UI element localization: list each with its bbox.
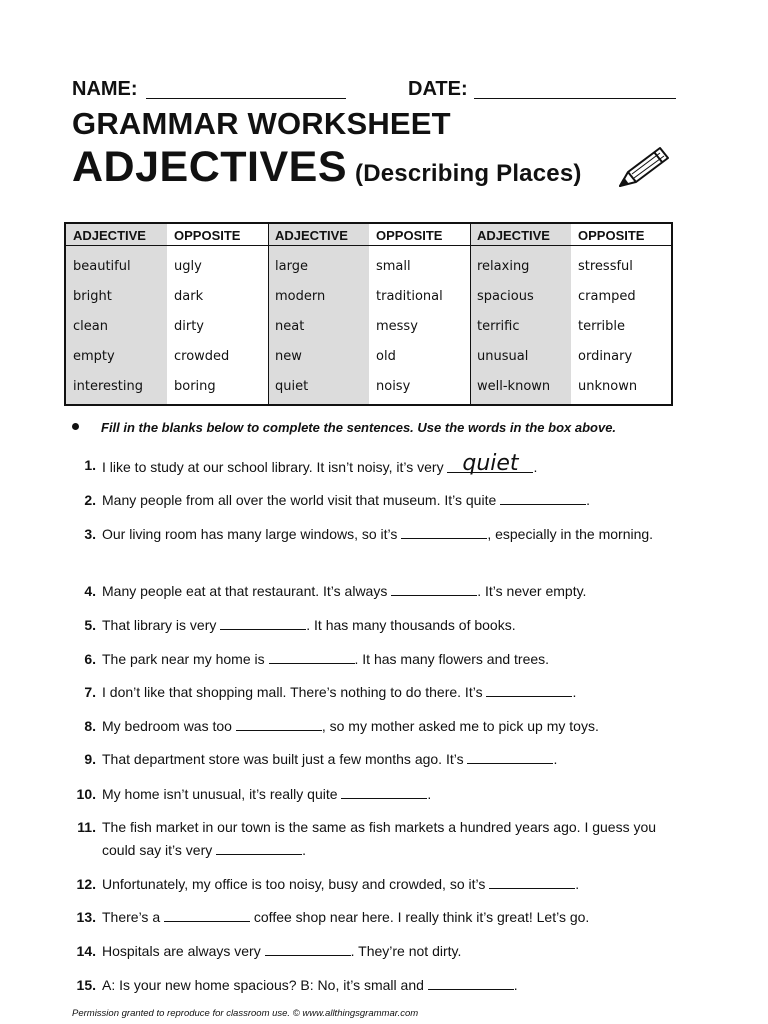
question-text-after: .: [427, 786, 432, 802]
question-text-before: Many people from all over the world visit that museum. It’s quite: [102, 492, 501, 508]
word-column: [369, 224, 470, 404]
footer-note: Permission granted to reproduce for classroom use. © www.allthingsgrammar.com: [72, 1008, 419, 1019]
pencil-icon: [616, 142, 674, 192]
word-column: [470, 224, 571, 404]
question-text-after: . They’re not dirty.: [350, 943, 462, 959]
word-cell: neat: [275, 319, 305, 334]
column-header: ADJECTIVE: [470, 224, 571, 246]
answer-blank[interactable]: [265, 941, 351, 956]
date-label: DATE:: [408, 78, 468, 100]
worksheet-title: GRAMMAR WORKSHEET: [72, 106, 451, 141]
question-text-before: The fish market in our town is the same as fish markets a hundred years ago. I guess you could say it’s very: [102, 819, 657, 858]
word-cell: new: [275, 349, 302, 364]
question-text-after: . It has many flowers and trees.: [354, 651, 550, 667]
word-column: [571, 224, 671, 404]
word-cell: clean: [73, 319, 108, 334]
word-cell: noisy: [376, 379, 411, 394]
word-cell: boring: [174, 379, 216, 394]
word-cell: crowded: [174, 349, 230, 364]
question-number: 13.: [76, 909, 96, 925]
answer-blank[interactable]: [489, 874, 575, 889]
question-number: 14.: [76, 943, 96, 959]
question-number: 6.: [84, 651, 96, 667]
answer-blank[interactable]: [236, 716, 322, 731]
question-number: 5.: [84, 617, 96, 633]
question-number: 1.: [84, 457, 96, 473]
answer-blank[interactable]: [269, 649, 355, 664]
question-text-before: The park near my home is: [102, 651, 269, 667]
question-text-before: My home isn’t unusual, it’s really quite: [102, 786, 342, 802]
question-text: [102, 783, 682, 806]
instructions: [72, 420, 616, 435]
word-cell: unusual: [477, 349, 529, 364]
word-cell: terrific: [477, 319, 520, 334]
question-text: [102, 748, 682, 771]
question-text-after: .: [302, 842, 307, 858]
question-number: 2.: [84, 492, 96, 508]
word-cell: ugly: [174, 259, 202, 274]
answer-blank[interactable]: [467, 749, 553, 764]
question-text: [102, 906, 682, 929]
question-text-before: A: Is your new home spacious? B: No, it’s small and: [102, 977, 428, 993]
name-blank[interactable]: [146, 98, 346, 99]
question-text: [102, 489, 682, 512]
question-text: [102, 715, 682, 738]
word-cell: spacious: [477, 289, 534, 304]
name-date-row: [72, 78, 682, 104]
word-cell: relaxing: [477, 259, 530, 274]
question-text-after: .: [575, 876, 580, 892]
answer-blank[interactable]: [500, 490, 586, 505]
answer-blank[interactable]: [401, 524, 487, 539]
name-label: NAME:: [72, 78, 138, 100]
word-bank-table: [64, 222, 673, 406]
question-text-before: There’s a: [102, 909, 164, 925]
word-cell: quiet: [275, 379, 309, 394]
word-cell: old: [376, 349, 396, 364]
question-number: 10.: [76, 786, 96, 802]
word-cell: dark: [174, 289, 204, 304]
question-text: [102, 523, 682, 546]
word-cell: traditional: [376, 289, 443, 304]
column-header: OPPOSITE: [167, 224, 268, 246]
question-number: 4.: [84, 583, 96, 599]
bullet-icon: [72, 423, 79, 430]
question-text: [102, 873, 682, 896]
question-number: 12.: [76, 876, 96, 892]
word-column: [66, 224, 167, 404]
column-divider: [470, 224, 471, 404]
question-text-after: .: [513, 977, 518, 993]
question-text: [102, 451, 682, 479]
word-cell: modern: [275, 289, 326, 304]
question-text-before: Our living room has many large windows, so it’s: [102, 526, 402, 542]
date-blank[interactable]: [474, 98, 676, 99]
word-cell: ordinary: [578, 349, 633, 364]
word-cell: large: [275, 259, 308, 274]
answer-blank[interactable]: [391, 581, 477, 596]
topic-subtitle: (Describing Places): [355, 160, 582, 187]
word-cell: messy: [376, 319, 418, 334]
question-text: [102, 816, 682, 862]
word-column: [268, 224, 369, 404]
word-cell: dirty: [174, 319, 204, 334]
answer-blank[interactable]: [220, 615, 306, 630]
instructions-text: Fill in the blanks below to complete the sentences. Use the words in the box above.: [101, 420, 617, 435]
question-text-before: My bedroom was too: [102, 718, 236, 734]
question-number: 3.: [84, 526, 96, 542]
question-text-before: Hospitals are always very: [102, 943, 265, 959]
question-text-after: coffee shop near here. I really think it’s great! Let’s go.: [250, 909, 590, 925]
question-number: 7.: [84, 684, 96, 700]
question-text-after: . It has many thousands of books.: [306, 617, 516, 633]
word-cell: empty: [73, 349, 115, 364]
word-cell: stressful: [578, 259, 633, 274]
question-text-before: I don’t like that shopping mall. There’s nothing to do there. It’s: [102, 684, 487, 700]
column-header: ADJECTIVE: [268, 224, 369, 246]
column-header: ADJECTIVE: [66, 224, 167, 246]
answer-blank[interactable]: [428, 975, 514, 990]
question-text-before: Many people eat at that restaurant. It’s always: [102, 583, 392, 599]
word-cell: small: [376, 259, 411, 274]
question-text-after: , so my mother asked me to pick up my toys.: [321, 718, 599, 734]
question-text-before: That department store was built just a few months ago. It’s: [102, 751, 468, 767]
answer-blank[interactable]: [486, 682, 572, 697]
question-text-before: I like to study at our school library. It isn’t noisy, it’s very: [102, 459, 448, 475]
question-number: 11.: [77, 819, 96, 835]
answer-blank[interactable]: [341, 784, 427, 799]
question-number: 15.: [76, 977, 96, 993]
question-text: [102, 940, 682, 963]
question-text-after: .: [553, 751, 558, 767]
answer-blank[interactable]: [447, 451, 533, 476]
question-text-before: That library is very: [102, 617, 221, 633]
word-cell: beautiful: [73, 259, 131, 274]
word-cell: terrible: [578, 319, 626, 334]
word-cell: cramped: [578, 289, 636, 304]
word-cell: interesting: [73, 379, 143, 394]
question-text: [102, 648, 682, 671]
answer-blank[interactable]: [164, 907, 250, 922]
topic-title-main: ADJECTIVES: [72, 143, 348, 191]
word-column: [167, 224, 268, 404]
topic-title: [72, 143, 582, 192]
question-text-after: .: [586, 492, 591, 508]
question-number: 8.: [84, 718, 96, 734]
question-text: [102, 580, 682, 603]
question-text-after: , especially in the morning.: [487, 526, 654, 542]
word-cell: well-known: [477, 379, 551, 394]
question-text-after: .: [572, 684, 577, 700]
word-cell: bright: [73, 289, 112, 304]
word-cell: unknown: [578, 379, 638, 394]
column-header: OPPOSITE: [369, 224, 470, 246]
question-text: [102, 974, 682, 997]
question-text-before: Unfortunately, my office is too noisy, busy and crowded, so it’s: [102, 876, 490, 892]
question-number: 9.: [84, 751, 96, 767]
column-divider: [268, 224, 269, 404]
question-text: [102, 614, 682, 637]
question-text: [102, 681, 682, 704]
question-text-after: . It’s never empty.: [477, 583, 587, 599]
handwritten-answer: quiet: [462, 451, 519, 476]
question-text-after: .: [533, 459, 538, 475]
column-header: OPPOSITE: [571, 224, 671, 246]
answer-blank[interactable]: [216, 840, 302, 855]
